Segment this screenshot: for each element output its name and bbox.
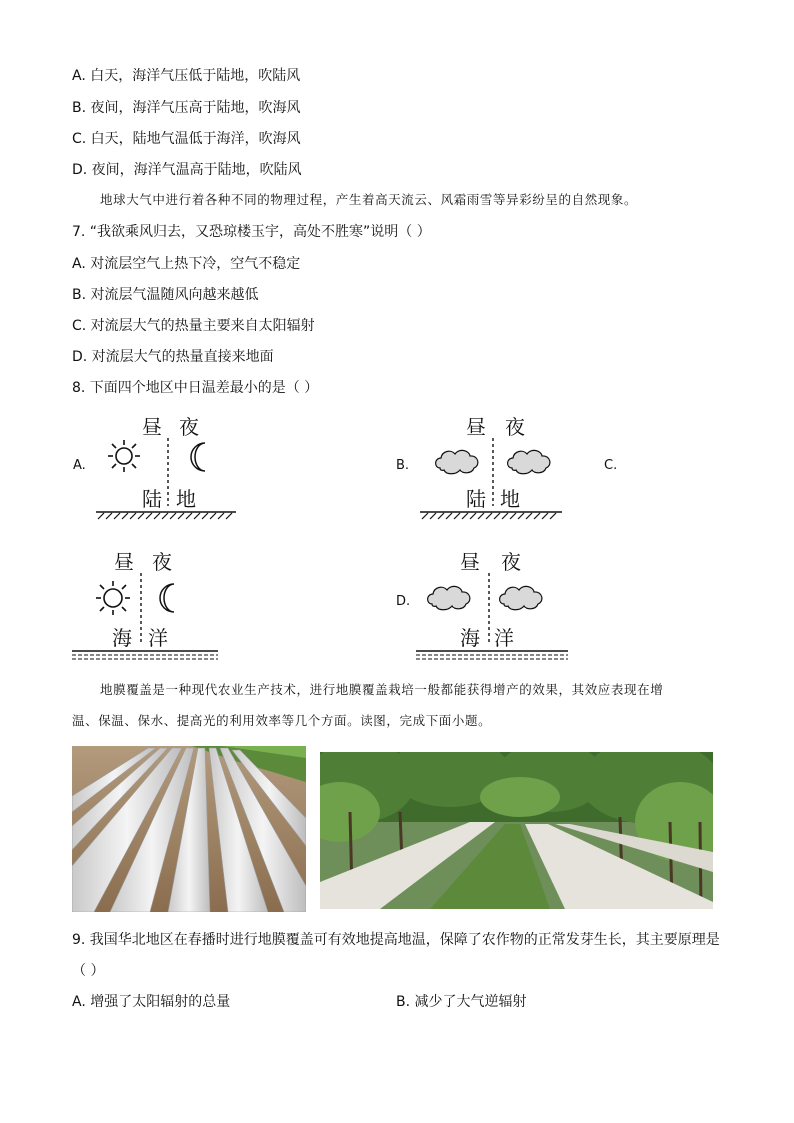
q7-option-c: C. 对流层大气的热量主要来自太阳辐射 <box>72 318 315 334</box>
q7-option-a: A. 对流层空气上热下冷，空气不稳定 <box>72 256 301 272</box>
cloud-icon <box>500 586 542 609</box>
q8-label-a: A. <box>73 458 86 473</box>
q6-option-a: A. 白天，海洋气压低于陆地，吹陆风 <box>72 68 301 84</box>
land-char-1: 陆 <box>466 487 486 511</box>
sea-char-1: 海 <box>460 626 480 650</box>
cloud-icon <box>508 450 550 473</box>
day-label: 昼 <box>460 550 480 574</box>
q6-option-d: D. 夜间，海洋气温高于陆地，吹陆风 <box>72 162 302 178</box>
sun-icon <box>96 581 130 615</box>
cloud-icon <box>436 450 478 473</box>
q8-stem: 8. 下面四个地区中日温差最小的是（ ） <box>72 380 319 396</box>
q8-label-d: D. <box>396 594 411 609</box>
sea-char-2: 洋 <box>148 626 168 650</box>
water-line <box>72 651 218 659</box>
diagram-b <box>416 410 566 525</box>
sun-icon <box>108 440 140 472</box>
orchard-film-photo <box>320 752 713 909</box>
q7-option-b: B. 对流层气温随风向越来越低 <box>72 287 259 303</box>
diagram-c <box>70 543 220 663</box>
night-label: 夜 <box>179 415 199 439</box>
q9-stem-line-2: （ ） <box>72 963 105 979</box>
q7-option-d: D. 对流层大气的热量直接来地面 <box>72 349 274 365</box>
q7-stem: 7. “我欲乘风归去，又恐琼楼玉宇，高处不胜寒”说明（ ） <box>72 224 431 240</box>
water-line <box>416 651 568 659</box>
night-label: 夜 <box>152 550 172 574</box>
intro-film-line-1: 地膜覆盖是一种现代农业生产技术，进行地膜覆盖栽培一般都能获得增产的效果，其效应表现在增 <box>100 682 664 697</box>
sea-char-2: 洋 <box>494 626 514 650</box>
q9-option-b: B. 减少了大气逆辐射 <box>396 994 527 1010</box>
ground-line <box>420 512 562 519</box>
q8-label-b: B. <box>396 458 410 473</box>
intro-film-line-2: 温、保温、保水、提高光的利用效率等几个方面。读图，完成下面小题。 <box>72 713 492 728</box>
ground-line <box>96 512 236 519</box>
sea-char-1: 海 <box>112 626 132 650</box>
moon-icon <box>160 584 174 612</box>
intro-atmosphere: 地球大气中进行着各种不同的物理过程，产生着高天流云、风霜雨雪等异彩纷呈的自然现象。 <box>100 192 638 207</box>
moon-icon <box>191 443 205 471</box>
q9-stem-line-1: 9. 我国华北地区在春播时进行地膜覆盖可有效地提高地温，保障了农作物的正常发芽生长，其主要原理是 <box>72 932 720 948</box>
land-char-2: 地 <box>500 487 520 511</box>
day-label: 昼 <box>466 415 486 439</box>
night-label: 夜 <box>505 415 525 439</box>
cloud-icon <box>428 586 470 609</box>
diagram-d <box>414 543 570 663</box>
q9-option-a: A. 增强了太阳辐射的总量 <box>72 994 231 1010</box>
land-char-1: 陆 <box>142 487 162 511</box>
diagram-a <box>92 410 242 525</box>
day-label: 昼 <box>114 550 134 574</box>
night-label: 夜 <box>501 550 521 574</box>
q8-label-c: C. <box>604 458 618 473</box>
q6-option-c: C. 白天，陆地气温低于海洋，吹海风 <box>72 131 301 147</box>
day-label: 昼 <box>142 415 162 439</box>
land-char-2: 地 <box>176 487 196 511</box>
film-field-photo <box>72 746 306 912</box>
q6-option-b: B. 夜间，海洋气压高于陆地，吹海风 <box>72 100 301 116</box>
